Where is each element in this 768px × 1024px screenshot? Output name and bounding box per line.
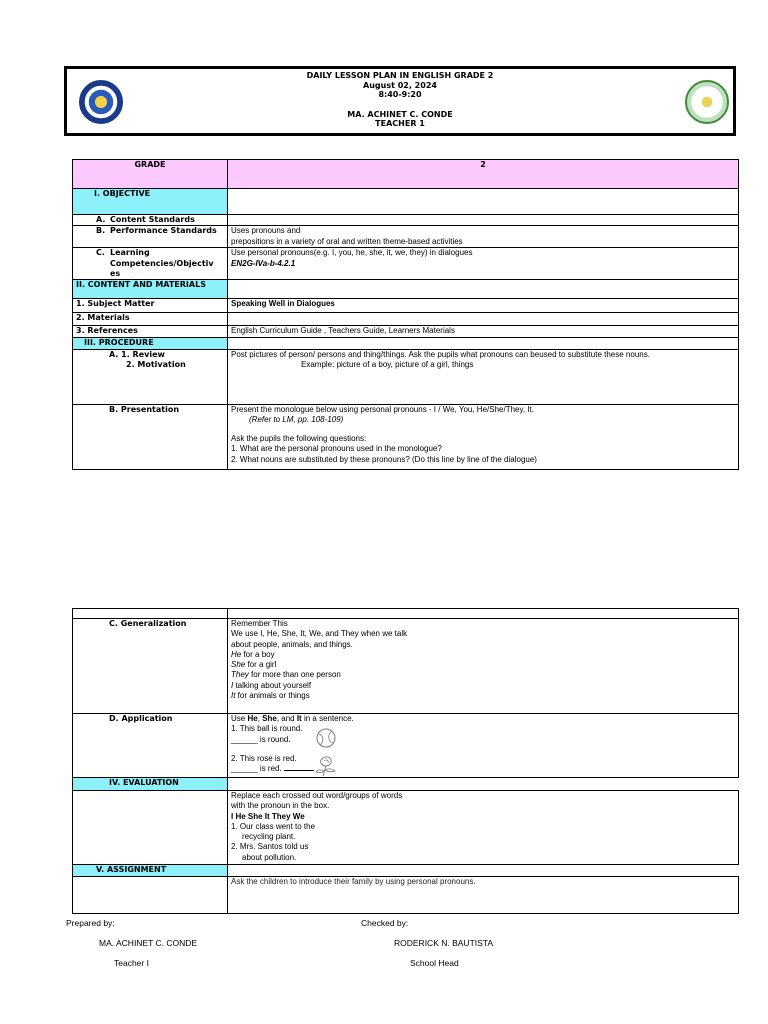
content-standards-value [228, 215, 739, 226]
checked-by-title: School Head [410, 958, 459, 968]
generalization-value: Remember This We use I, He, She, It, We, and They when we talk about people, animals, and things. He for a boy She for a girl They for more than one person I talking about yourself It for animals or things [228, 619, 739, 714]
performance-standards-label: B. Performance Standards [73, 226, 228, 248]
assignment-label-cell [73, 877, 228, 914]
prepared-by-title: Teacher I [114, 958, 149, 968]
objective-title: I. OBJECTIVE [73, 189, 228, 215]
blank-row-value [228, 609, 739, 619]
procedure-cell [228, 338, 739, 349]
content-materials-cell [228, 280, 739, 299]
review-motivation-value: Post pictures of person/ persons and thing/things. Ask the pupils what pronouns can beused to substitute these nouns. Example: picture of a boy, picture of a girl, things [228, 349, 739, 404]
materials-label: 2. Materials [73, 313, 228, 326]
competencies-label: C. Learning Competencies/Objectiv es [73, 248, 228, 280]
grade-label: GRADE [73, 160, 228, 189]
pronoun-box: I He She It They We [231, 811, 305, 821]
content-materials-title: II. CONTENT AND MATERIALS [73, 280, 228, 299]
checked-by-label: Checked by: [361, 918, 409, 928]
materials-value [228, 313, 739, 326]
grade-value: 2 [228, 160, 739, 189]
header-date: August 02, 2024 [363, 80, 437, 90]
performance-standards-value: Uses pronouns and prepositions in a variety of oral and written theme-based activities [228, 226, 739, 248]
evaluation-title: IV. EVALUATION [73, 778, 228, 791]
lesson-plan-table-2 [72, 608, 739, 914]
assignment-header-cell [228, 865, 739, 877]
header-title: DAILY LESSON PLAN IN ENGLISH GRADE 2 [306, 71, 494, 80]
application-label: D. Application [73, 714, 228, 778]
ball-icon [314, 726, 338, 750]
procedure-title: III. PROCEDURE [73, 338, 228, 349]
prepared-by-label: Prepared by: [66, 918, 115, 928]
header-teacher: MA. ACHINET C. CONDE [347, 109, 453, 119]
presentation-value: Present the monologue below using personal pronouns - I / We, You, He/She/They, It. (Refer to LM, pp. 108-109) Ask the pupils the following questions: 1. What are the personal pronouns used in the monologue? 2. What nouns are substituted by these pronouns? (Do this line by line of the dialogue) [228, 404, 739, 469]
competency-code: EN2G-IVa-b-4.2.1 [231, 258, 296, 268]
evaluation-label-cell [73, 791, 228, 865]
header-text [67, 71, 733, 129]
header-time: 8:40-9:20 [378, 90, 422, 99]
assignment-value: Ask the children to introduce their family by using personal pronouns. [228, 877, 739, 914]
assignment-title: V. ASSIGNMENT [73, 865, 228, 877]
competencies-value: Use personal pronouns(e.g. I, you, he, she, it, we, they) in dialogues EN2G-IVa-b-4.2.1 [228, 248, 739, 280]
generalization-label: C. Generalization [73, 619, 228, 714]
lesson-plan-table-1 [72, 159, 739, 470]
content-standards-label: A. Content Standards [73, 215, 228, 226]
rose-icon [312, 754, 340, 778]
school-seal-icon [685, 80, 729, 124]
presentation-label: B. Presentation [73, 404, 228, 469]
application-value: Use He, She, and It in a sentence. 1. This ball is round. ______ is round. 2. This rose is red. ______ is red. [228, 714, 739, 778]
review-motivation-label: A. 1. Review 2. Motivation [73, 349, 228, 404]
prepared-by-name: MA. ACHINET C. CONDE [99, 938, 198, 948]
references-label: 3. References [73, 326, 228, 338]
evaluation-header-cell [228, 778, 739, 791]
blank-row-label [73, 609, 228, 619]
checked-by-name: RODERICK N. BAUTISTA [394, 938, 494, 948]
header-position: TEACHER 1 [375, 119, 425, 128]
subject-matter-value: Speaking Well in Dialogues [228, 299, 739, 313]
subject-matter-label: 1. Subject Matter [73, 299, 228, 313]
references-value: English Curriculum Guide , Teachers Guide, Learners Materials [228, 326, 739, 338]
evaluation-value: Replace each crossed out word/groups of words with the pronoun in the box. I He She It They We 1. Our class went to the recycling plant. 2. Mrs. Santos told us about pollution. [228, 791, 739, 865]
header-box [64, 66, 736, 136]
objective-cell [228, 189, 739, 215]
